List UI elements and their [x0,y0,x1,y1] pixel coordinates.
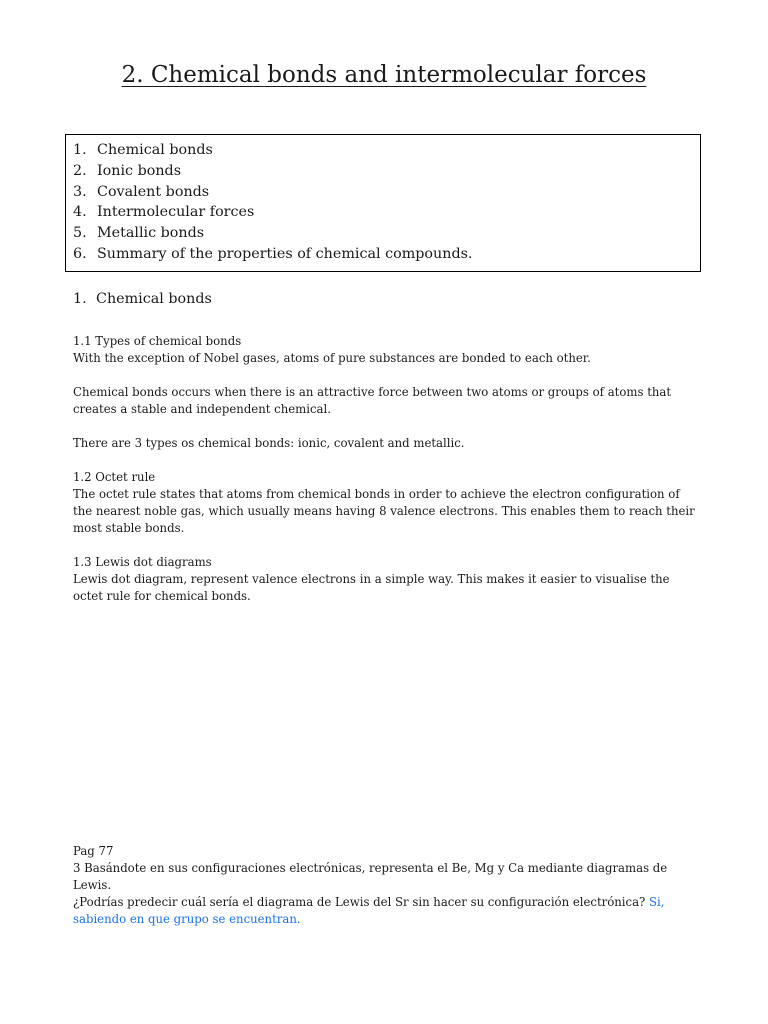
page-title: 2. Chemical bonds and intermolecular forces [121,62,647,88]
toc-item-number: 2. [73,162,87,179]
section-heading [73,291,212,307]
exercise-block [73,843,698,928]
paragraph: There are 3 types os chemical bonds: ionic, covalent and metallic. [73,436,465,450]
toc-item-label: Chemical bonds [97,142,213,158]
toc-item-label: Intermolecular forces [97,204,255,221]
subsection-heading: 1.3 Lewis dot diagrams [73,555,212,569]
toc-item-number: 4. [73,204,87,221]
toc-item [73,244,700,265]
toc-item [73,140,700,161]
page-reference: Pag 77 [73,844,114,858]
paragraph: Lewis dot diagram, represent valence electrons in a simple way. This makes it easier to visualise the octet rule for chemical bonds. [73,572,670,603]
question-text: ¿Podrías predecir cuál sería el diagrama de Lewis del Sr sin hacer su configuración electrónica? [73,895,646,909]
toc-item-number: 3. [73,183,87,200]
exercise-question: 3 Basándote en sus configuraciones electrónicas, representa el Be, Mg y Ca mediante diagramas de Lewis. [73,861,668,892]
toc-item-number: 5. [73,225,87,242]
toc-item-number: 1. [73,142,87,158]
section-number: 1. [73,291,87,307]
paragraph: The octet rule states that atoms from chemical bonds in order to achieve the electron configuration of the nearest noble gas, which usually means having 8 valence electrons. This enables them to reach their most stable bonds. [73,487,695,535]
answer-text: Si, sabiendo en que grupo se encuentran. [73,895,665,926]
toc-item [73,182,700,203]
subsection-heading: 1.1 Types of chemical bonds [73,334,242,348]
toc-item-label: Summary of the properties of chemical compounds. [97,245,473,262]
toc-item-label: Ionic bonds [97,162,182,179]
exercise-question-continued [73,894,698,928]
toc-item [73,161,700,182]
toc-item-label: Covalent bonds [97,183,210,200]
subsection-heading: 1.2 Octet rule [73,470,156,484]
paragraph: Chemical bonds occurs when there is an attractive force between two atoms or groups of atoms that creates a stable and independent chemical. [73,385,672,416]
paragraph: With the exception of Nobel gases, atoms of pure substances are bonded to each other. [73,351,591,365]
toc-item [73,223,700,244]
table-of-contents [65,134,701,272]
toc-item [73,202,700,223]
toc-item-number: 6. [73,245,87,262]
section-title: Chemical bonds [96,291,212,307]
toc-item-label: Metallic bonds [97,225,205,242]
